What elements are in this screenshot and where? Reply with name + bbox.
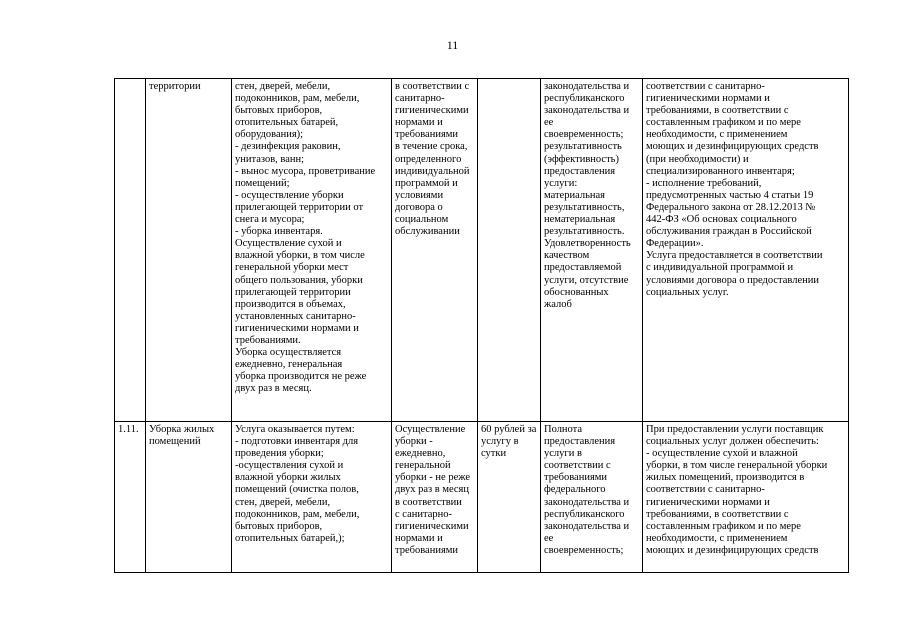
service-conditions-cell: При предоставлении услуги поставщик социальных услуг должен обеспечить: - осуществление сухой и влажной уборки, в том числе генеральной уборки жилых помещений, производится в соответствии с санитарно- гигиеническими нормами и требованиями, в соответствии с составленным графиком и по мере необходимости, с применением моющих и дезинфицирующих средств (643, 422, 849, 573)
service-price-cell: 60 рублей за услугу в сутки (478, 422, 541, 573)
service-description-cell: стен, дверей, мебели, подоконников, рам, мебели, бытовых приборов, отопительных батарей, оборудования); - дезинфекция раковин, унитазов, ванн; - вынос мусора, проветривание помещений; - осуществление уборки прилегающей территории от снега и мусора; - уборка инвентаря. Осуществление сухой и влажной уборки, в том числе генеральной уборки мест общего пользования, уборки прилегающей территории производится в объемах, установленных санитарно- гигиеническими нормами и требованиями. Уборка осуществляется ежедневно, генеральная уборка производится не реже двух раз в месяц. (232, 79, 392, 422)
service-term-cell: в соответствии с санитарно- гигиеническими нормами и требованиями в течение срока, определенного индивидуальной программой и условиями договора о социальном обслуживании (392, 79, 478, 422)
table-row (115, 422, 849, 573)
service-term-cell: Осуществление уборки - ежедневно, генеральной уборки - не реже двух раз в месяц в соответствии с санитарно- гигиеническими нормами и требованиями (392, 422, 478, 573)
page-number: 11 (446, 38, 459, 52)
row-number-cell (115, 79, 146, 422)
service-name-cell: Уборка жилых помещений (146, 422, 232, 573)
service-name-cell: территории (146, 79, 232, 422)
service-description-cell: Услуга оказывается путем: - подготовки инвентаря для проведения уборки; -осуществления сухой и влажной уборки жилых помещений (очистка полов, стен, дверей, мебели, подоконников, рам, мебели, бытовых приборов, отопительных батарей,); (232, 422, 392, 573)
table-row (115, 79, 849, 422)
service-quality-cell: законодательства и республиканского законодательства и ее своевременность; результативность (эффективность) предоставления услуги: материальная результативность, нематериальная результативность. Удовлетворенность качеством предоставляемой услуги, отсутствие обоснованных жалоб (541, 79, 643, 422)
row-number-cell: 1.11. (115, 422, 146, 573)
services-table (114, 78, 849, 573)
service-conditions-cell: соответствии с санитарно- гигиеническими нормами и требованиями, в соответствии с составленным графиком и по мере необходимости, с применением моющих и дезинфицирующих средств (при необходимости) и специализированного инвентаря; - исполнение требований, предусмотренных частью 4 статьи 19 Федерального закона от 28.12.2013 № 442-ФЗ «Об основах социального обслуживания граждан в Российской Федерации». Услуга предоставляется в соответствии с индивидуальной программой и условиями договора о предоставлении социальных услуг. (643, 79, 849, 422)
service-price-cell (478, 79, 541, 422)
service-quality-cell: Полнота предоставления услуги в соответствии с требованиями федерального законодательства и республиканского законодательства и ее своевременность; (541, 422, 643, 573)
